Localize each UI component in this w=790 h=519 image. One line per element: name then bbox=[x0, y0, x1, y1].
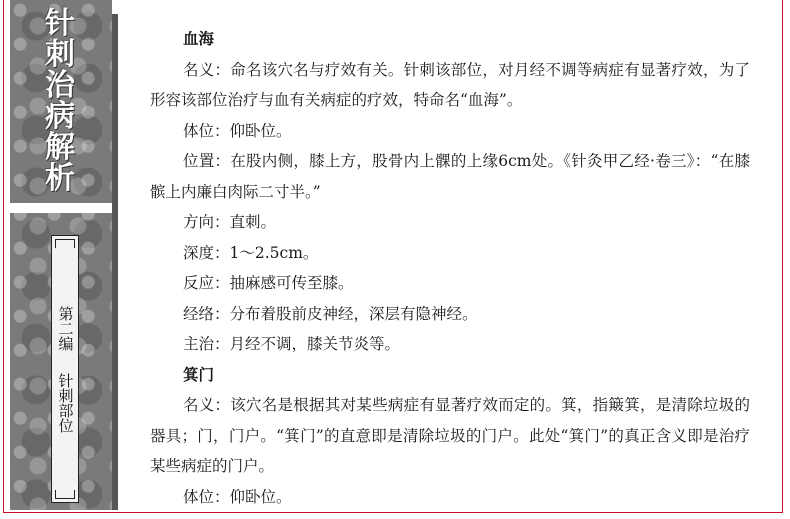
paragraph: 体位：仰卧位。 bbox=[183, 487, 292, 506]
paragraph: 深度：1～2.5cm。 bbox=[183, 243, 319, 262]
sidebar-banner bbox=[10, 0, 112, 510]
section-label-box bbox=[51, 235, 79, 503]
heading-xuehai: 血海 bbox=[183, 29, 215, 48]
paragraph: 经络：分布着股前皮神经，深层有隐神经。 bbox=[183, 304, 478, 323]
paragraph: 体位：仰卧位。 bbox=[183, 121, 292, 140]
book-title-char: 治 bbox=[45, 68, 75, 103]
book-title-char: 病 bbox=[45, 99, 75, 134]
book-title-char: 针 bbox=[45, 6, 75, 41]
book-title-char: 析 bbox=[45, 161, 75, 196]
book-title bbox=[40, 8, 80, 194]
sidebar-divider bbox=[10, 203, 112, 213]
paragraph: 位置：在股内侧，膝上方，股骨内上髁的上缘6cm处。《针灸甲乙经·卷三》：“在膝髌上内廉白肉际二寸半。” bbox=[150, 152, 750, 201]
part-label: 第二编 bbox=[56, 306, 75, 351]
book-title-char: 刺 bbox=[45, 37, 75, 72]
main-content bbox=[150, 24, 750, 512]
paragraph: 方向：直刺。 bbox=[183, 213, 277, 231]
paragraph: 主治：月经不调，膝关节炎等。 bbox=[183, 335, 401, 353]
book-title-char: 解 bbox=[45, 130, 75, 165]
heading-jimen: 箕门 bbox=[183, 364, 215, 384]
paragraph: 反应：抽麻感可传至膝。 bbox=[183, 274, 354, 292]
section-label: 针刺部位 bbox=[56, 373, 75, 433]
paragraph: 名义：命名该穴名与疗效有关。针刺该部位，对月经不调等病症有显著疗效，为了形容该部位治疗与血有关病症的疗效，特命名“血海”。 bbox=[150, 60, 750, 109]
sidebar-rule bbox=[112, 14, 118, 510]
paragraph: 名义：该穴名是根据其对某些病症有显著疗效而定的。箕，指簸箕，是清除垃圾的器具；门，门户。“箕门”的直意即是清除垃圾的门户。此处“箕门”的真正含义即是治疗某些病症的门户。 bbox=[150, 396, 750, 475]
